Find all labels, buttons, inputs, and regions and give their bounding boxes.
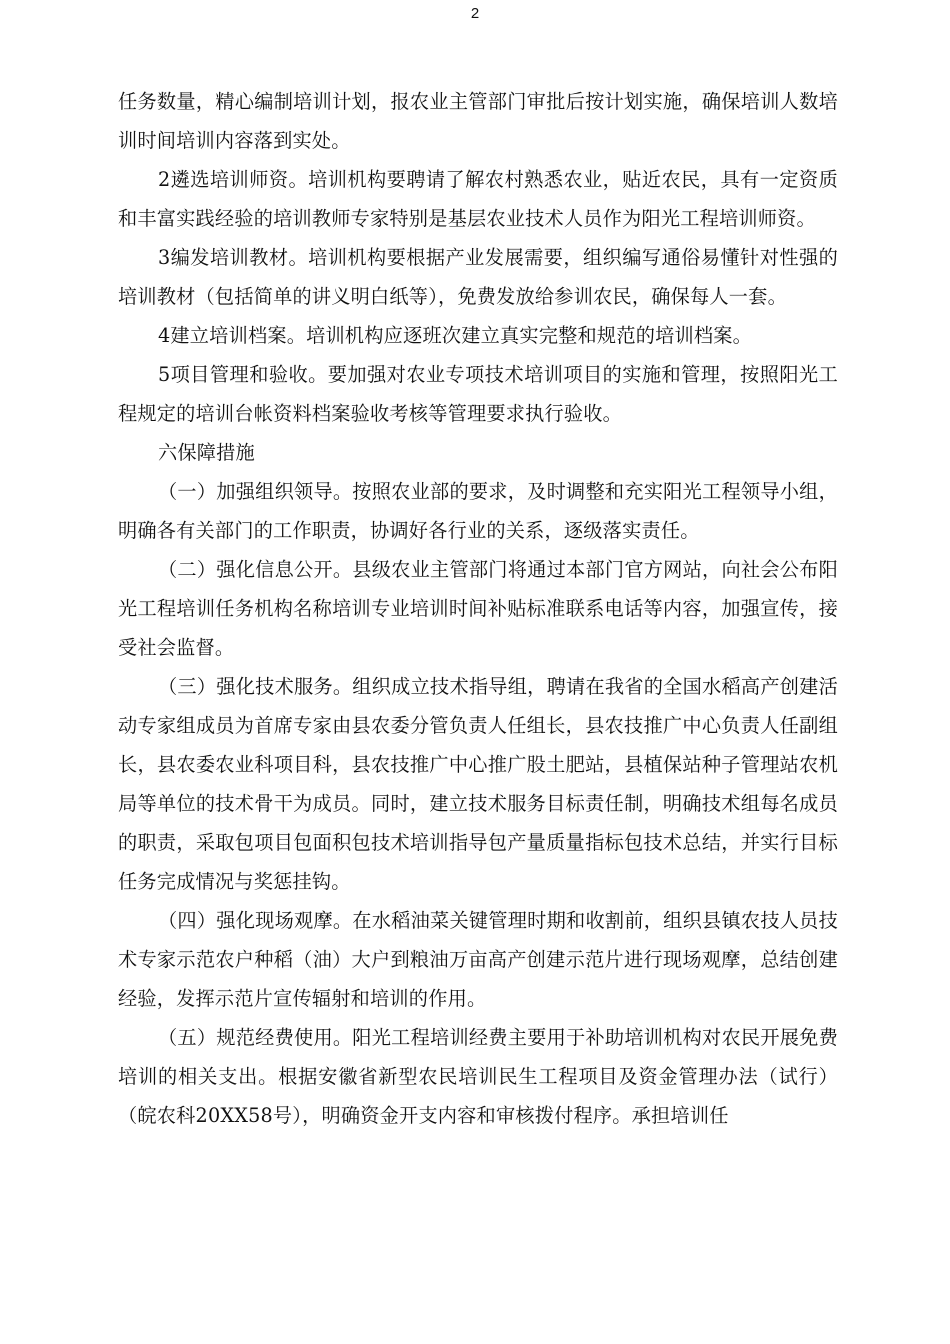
- paragraph-training-plan-continued: 任务数量，精心编制培训计划，报农业主管部门审批后按计划实施，确保培训人数培训时间培训内容落到实处。: [118, 90, 838, 152]
- paragraph-select-teachers: 2遴选培训师资。培训机构要聘请了解农村熟悉农业，贴近农民，具有一定资质和丰富实践经验的培训教师专家特别是基层农业技术人员作为阳光工程培训师资。: [118, 168, 838, 230]
- paragraph-training-archives: 4建立培训档案。培训机构应逐班次建立真实完整和规范的培训档案。: [158, 324, 753, 347]
- page-number: 2: [470, 5, 480, 22]
- paragraph-information-disclosure: （二）强化信息公开。县级农业主管部门将通过本部门官方网站，向社会公布阳光工程培训任务机构名称培训专业培训时间补贴标准联系电话等内容，加强宣传，接受社会监督。: [118, 558, 838, 659]
- section-heading-safeguards: 六保障措施: [158, 441, 255, 464]
- document-body: [118, 82, 838, 1135]
- paragraph-funding-use: （五）规范经费使用。阳光工程培训经费主要用于补助培训机构对农民开展免费培训的相关支出。根据安徽省新型农民培训民生工程项目及资金管理办法（试行）（皖农科20XX58号），明确资金开支内容和审核拨付程序。承担培训任: [118, 1026, 838, 1127]
- paragraph-organization-leadership: （一）加强组织领导。按照农业部的要求，及时调整和充实阳光工程领导小组，明确各有关部门的工作职责，协调好各行业的关系，逐级落实责任。: [118, 480, 838, 542]
- paragraph-technical-service: （三）强化技术服务。组织成立技术指导组，聘请在我省的全国水稻高产创建活动专家组成员为首席专家由县农委分管负责人任组长，县农技推广中心负责人任副组长，县农委农业科项目科，县农技推广中心推广股土肥站，县植保站种子管理站农机局等单位的技术骨干为成员。同时，建立技术服务目标责任制，明确技术组每名成员的职责，采取包项目包面积包技术培训指导包产量质量指标包技术总结，并实行目标任务完成情况与奖惩挂钩。: [118, 675, 838, 893]
- paragraph-project-acceptance: 5项目管理和验收。要加强对农业专项技术培训项目的实施和管理，按照阳光工程规定的培训台帐资料档案验收考核等管理要求执行验收。: [118, 363, 838, 425]
- paragraph-compile-materials: 3编发培训教材。培训机构要根据产业发展需要，组织编写通俗易懂针对性强的培训教材（包括简单的讲义明白纸等），免费发放给参训农民，确保每人一套。: [118, 246, 838, 308]
- paragraph-field-observation: （四）强化现场观摩。在水稻油菜关键管理时期和收割前，组织县镇农技人员技术专家示范农户种稻（油）大户到粮油万亩高产创建示范片进行现场观摩，总结创建经验，发挥示范片宣传辐射和培训的作用。: [118, 909, 838, 1010]
